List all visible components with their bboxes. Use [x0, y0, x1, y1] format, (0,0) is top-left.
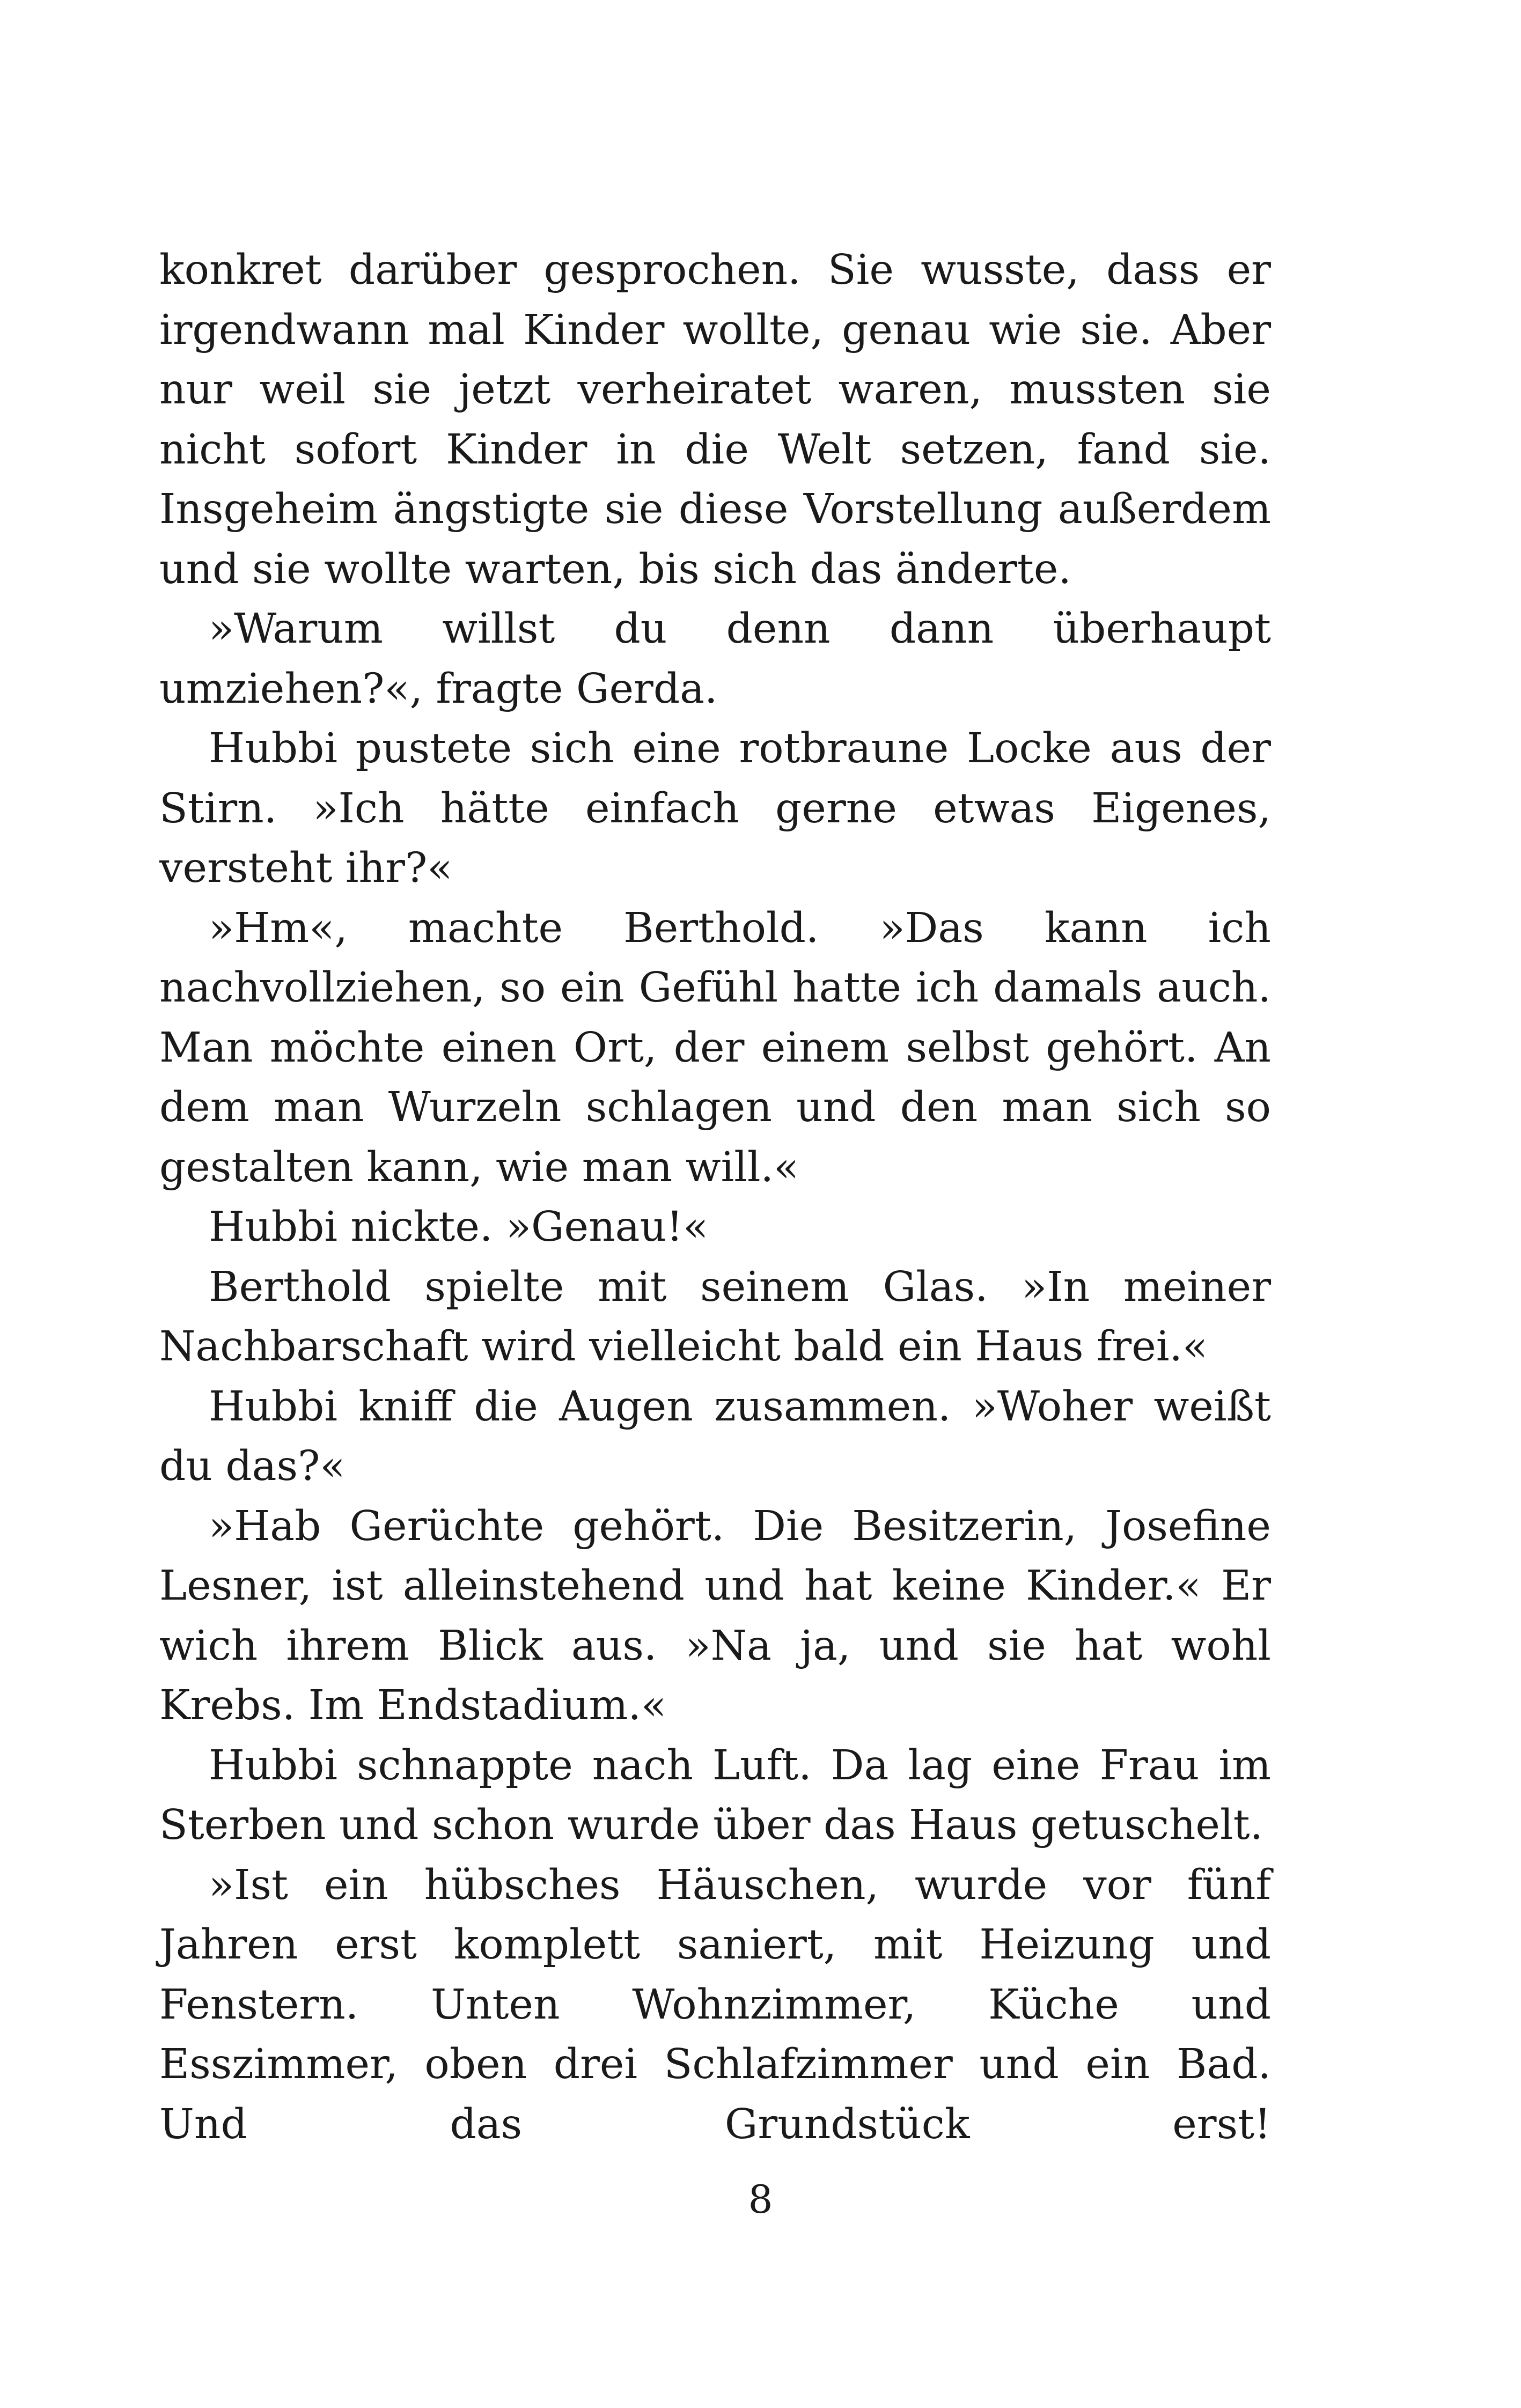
- paragraph-1: konkret darüber gesprochen. Sie wusste, dass er irgendwann mal Kinder wollte, genau wie sie. Aber nur weil sie jetzt verheiratet waren, mussten sie nicht sofort Kinder in die Welt setzen, fand sie. Insgeheim ängstigte sie diese Vorstellung außerdem und sie wollte warten, bis sich das änderte.: [159, 246, 1271, 593]
- paragraph-7: Hubbi kniff die Augen zusammen. »Woher weißt du das?«: [159, 1382, 1271, 1490]
- paragraph-5: Hubbi nickte. »Genau!«: [209, 1203, 709, 1251]
- paragraph-6: Berthold spielte mit seinem Glas. »In meiner Nachbarschaft wird vielleicht bald ein Haus frei.«: [159, 1263, 1271, 1371]
- paragraph-10: »Ist ein hübsches Häuschen, wurde vor fünf Jahren erst komplett saniert, mit Heizung und Fenstern. Unten Wohnzimmer, Küche und Esszimmer, oben drei Schlafzimmer und ein Bad. Und das Grundstück erst!: [159, 1861, 1271, 2148]
- page-number: 8: [748, 2177, 773, 2222]
- book-page-body: [159, 240, 1271, 2154]
- paragraph-3: Hubbi pustete sich eine rotbraune Locke aus der Stirn. »Ich hätte einfach gerne etwas Eigenes, versteht ihr?«: [159, 725, 1271, 892]
- paragraph-8: »Hab Gerüchte gehört. Die Besitzerin, Josefine Lesner, ist alleinstehend und hat keine Kinder.« Er wich ihrem Blick aus. »Na ja, und sie hat wohl Krebs. Im Endstadium.«: [159, 1502, 1271, 1729]
- paragraph-9: Hubbi schnappte nach Luft. Da lag eine Frau im Sterben und schon wurde über das Haus getuschelt.: [159, 1741, 1271, 1849]
- paragraph-2: »Warum willst du denn dann überhaupt umziehen?«, fragte Gerda.: [159, 605, 1271, 713]
- paragraph-4: »Hm«, machte Berthold. »Das kann ich nachvollziehen, so ein Gefühl hatte ich damals auch. Man möchte einen Ort, der einem selbst gehört. An dem man Wurzeln schlagen und den man sich so gestalten kann, wie man will.«: [159, 904, 1271, 1191]
